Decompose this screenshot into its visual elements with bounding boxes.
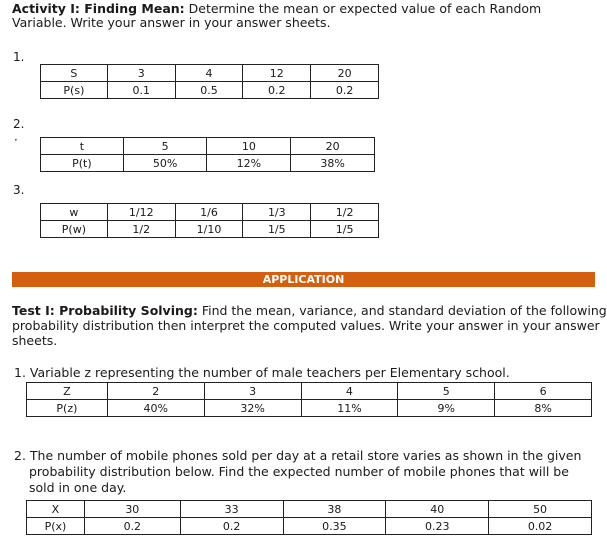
table-cell: 0.2: [243, 82, 311, 99]
table-row: [27, 383, 592, 400]
table-cell: 38%: [291, 155, 375, 172]
table-cell: 1/5: [311, 221, 379, 238]
table-cell: 0.1: [107, 82, 175, 99]
question-1-text: [14, 366, 510, 381]
table-cell: w: [41, 204, 108, 221]
test-line-3: sheets.: [12, 333, 58, 348]
activity-line-2: Variable. Write your answer in your answer sheets.: [12, 15, 331, 30]
application-banner: APPLICATION: [12, 272, 595, 287]
table-cell: 0.5: [175, 82, 243, 99]
table-cell: 1/3: [243, 204, 311, 221]
table-cell: Z: [27, 383, 108, 400]
table-cell: 0.2: [180, 518, 283, 535]
table-cell: 0.23: [386, 518, 489, 535]
problem-2-table: [40, 137, 375, 172]
table-cell: 10: [207, 138, 291, 155]
test-instructions: [12, 304, 607, 319]
table-cell: P(z): [27, 400, 108, 417]
table-row: [27, 501, 592, 518]
test-title: Test I: Probability Solving:: [12, 303, 198, 318]
table-cell: X: [27, 501, 85, 518]
table-cell: 4: [301, 383, 398, 400]
table-cell: 1/2: [107, 221, 175, 238]
table-row: [41, 82, 379, 99]
table-row: [27, 518, 592, 535]
table-cell: t: [41, 138, 124, 155]
table-cell: S: [41, 65, 108, 82]
table-cell: 5: [123, 138, 207, 155]
table-cell: P(s): [41, 82, 108, 99]
table-cell: 50: [489, 501, 592, 518]
table-cell: P(x): [27, 518, 85, 535]
table-row: [27, 400, 592, 417]
table-cell: 30: [84, 501, 180, 518]
question-1-number: 1.: [14, 365, 26, 380]
table-cell: 12%: [207, 155, 291, 172]
table-cell: 6: [495, 383, 592, 400]
table-cell: 1/6: [175, 204, 243, 221]
table-cell: 3: [107, 65, 175, 82]
table-cell: 32%: [204, 400, 301, 417]
table-cell: 1/2: [311, 204, 379, 221]
table-cell: 8%: [495, 400, 592, 417]
problem-1-number: 1.: [13, 50, 25, 64]
problem-1-table: [40, 64, 379, 99]
table-cell: 4: [175, 65, 243, 82]
table-cell: 40: [386, 501, 489, 518]
table-cell: 3: [204, 383, 301, 400]
table-row: [41, 138, 375, 155]
table-cell: 0.35: [283, 518, 386, 535]
question-1-table: [26, 382, 592, 417]
dot-mark: ·: [14, 133, 18, 147]
question-2-line-1: [14, 449, 581, 464]
table-cell: 0.2: [311, 82, 379, 99]
question-2-body-1: The number of mobile phones sold per day at a retail store varies as shown in the given: [29, 448, 582, 463]
table-cell: 1/10: [175, 221, 243, 238]
test-line-1-rest: Find the mean, variance, and standard deviation of the following: [197, 303, 607, 318]
table-cell: 12: [243, 65, 311, 82]
table-cell: 2: [107, 383, 204, 400]
activity-title-rest: Determine the mean or expected value of each Random: [184, 1, 542, 16]
table-cell: 1/5: [243, 221, 311, 238]
table-cell: 11%: [301, 400, 398, 417]
question-2-number: 2.: [14, 448, 26, 463]
table-cell: 40%: [107, 400, 204, 417]
table-cell: 20: [291, 138, 375, 155]
question-1-body: Variable z representing the number of male teachers per Elementary school.: [29, 365, 510, 380]
table-cell: 38: [283, 501, 386, 518]
table-cell: 1/12: [107, 204, 175, 221]
table-row: [41, 204, 379, 221]
problem-2-number: 2.: [13, 117, 25, 131]
table-cell: 33: [180, 501, 283, 518]
table-cell: 0.2: [84, 518, 180, 535]
table-row: [41, 221, 379, 238]
table-cell: 0.02: [489, 518, 592, 535]
table-cell: 50%: [123, 155, 207, 172]
problem-3-table: [40, 203, 379, 238]
table-cell: 20: [311, 65, 379, 82]
question-2-table: [26, 500, 592, 535]
test-line-2: probability distribution then interpret the computed values. Write your answer in your answer: [12, 318, 600, 333]
table-row: [41, 155, 375, 172]
question-2-line-2: probability distribution below. Find the expected number of mobile phones that will be: [29, 464, 569, 479]
activity-title: Activity I: Finding Mean:: [12, 1, 185, 16]
table-cell: 5: [398, 383, 495, 400]
table-cell: 9%: [398, 400, 495, 417]
question-2-line-3: sold in one day.: [29, 480, 127, 495]
table-cell: P(w): [41, 221, 108, 238]
problem-3-number: 3.: [13, 183, 25, 197]
table-row: [41, 65, 379, 82]
table-cell: P(t): [41, 155, 124, 172]
